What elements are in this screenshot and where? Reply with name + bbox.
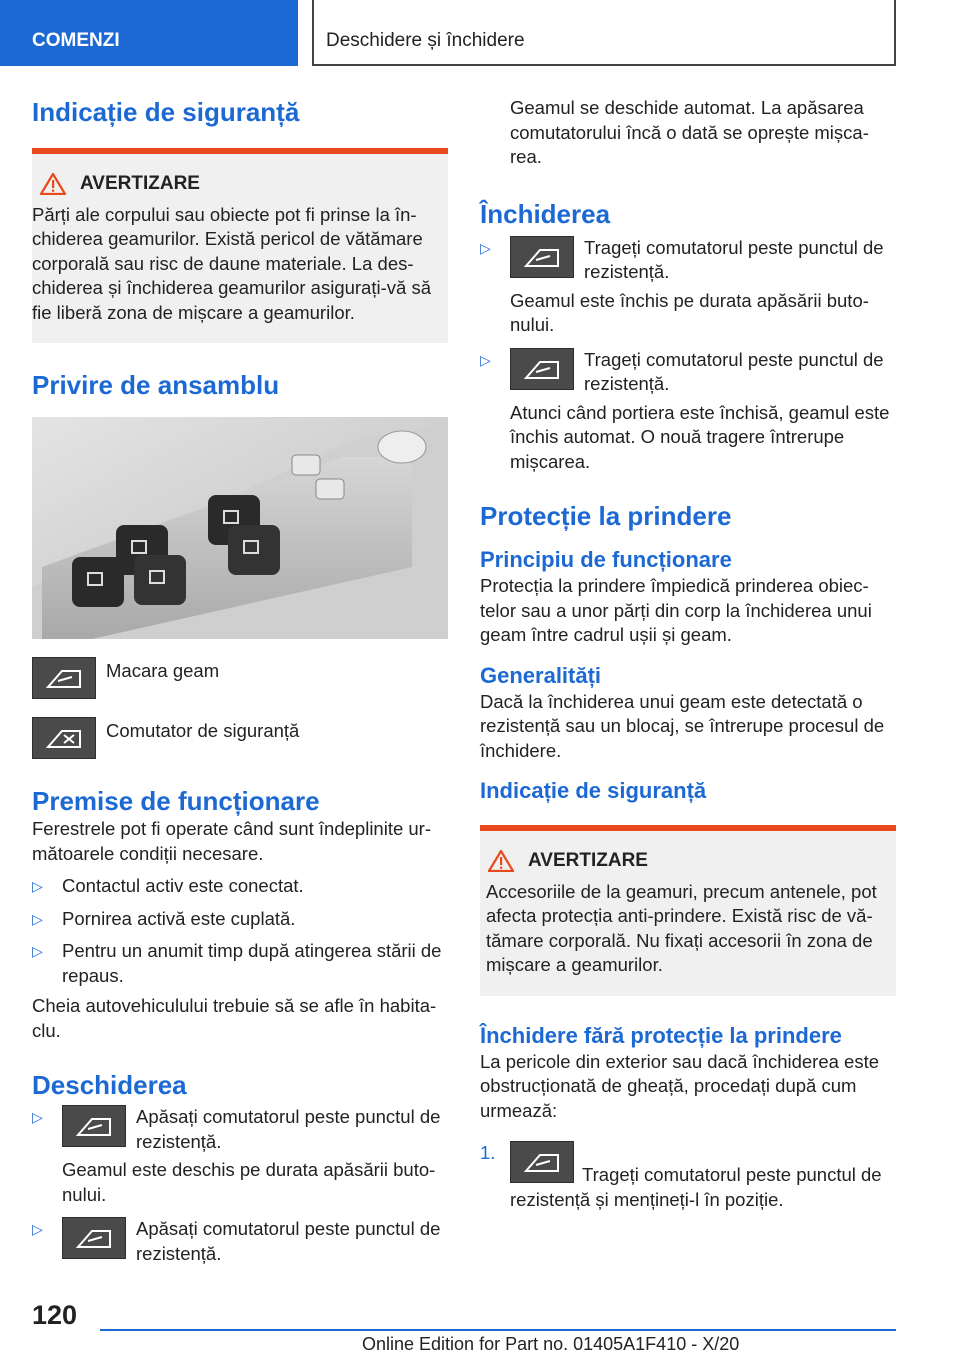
warning-box [480,825,896,996]
warning-box [32,148,448,343]
warning-triangle-icon [40,173,66,195]
edition-note: Online Edition for Part no. 01405A1F410 - X/20 [362,1334,740,1354]
list-item: ▷ Pentru un anumit timp după atingerea stării de repaus. [32,940,442,986]
warning-text: Accesoriile de la geamuri, precum antenele, pot afecta protecția anti-prindere. Există risc de vă-tămare corporală. Nu fixați accesorii în zona de mișcare a geamurilor. [486,880,877,975]
warning-text: Părți ale corpului sau obiecte pot fi prinse la în-chiderea geamurilor. Există pericol de vătămare corporală sau risc de daune materiale. La des-chiderea și închiderea geamurilor asigurați-vă să fie liberă zona de mișcare a geamurilor. [32,203,431,323]
prereq-intro: Ferestrele pot fi operate când sunt îndeplinite ur-mătoarele condiții necesare. [32,818,432,864]
footer-rule [100,1329,896,1331]
window-lift-icon [62,1217,126,1259]
overview-heading: Privire de ansamblu [32,370,280,400]
close-steps [480,236,896,475]
principle-heading: Principiu de funcționare [480,547,732,572]
prereq-heading: Premise de funcționare [32,786,320,816]
window-lock-icon [32,717,96,759]
list-item: ▷ Apăsați comutatorul peste punctul de rezistență. Geamul este deschis pe durata apăsării buto-nului. [32,1106,441,1205]
legend-label: Macara geam [106,660,220,681]
window-lift-icon [510,1141,574,1183]
warning-label: AVERTIZARE [528,850,648,871]
general-heading: Generalități [480,662,602,688]
section-tab: COMENZI [0,0,298,66]
open-heading: Deschiderea [32,1070,187,1100]
nopinch-text: La pericole din exterior sau dacă închiderea este obstrucționată de gheață, procedați după cum urmează: [480,1050,880,1121]
page-number: 120 [32,1300,78,1330]
step-text: Trageți comutatorul peste punctul de rezistență și mențineți-l în poziție. [510,1164,882,1210]
open-continuation: Geamul se deschide automat. La apăsarea comutatorului încă o dată se oprește mișca-rea. [510,97,869,167]
safety-heading: Indicație de siguranță [32,97,300,127]
pinch-heading: Protecție la prindere [480,501,732,531]
window-lift-icon [32,657,96,699]
general-text: Dacă la închiderea unui geam este detectată o rezistență sau un blocaj, se întrerupe procesul de închidere. [480,690,885,761]
list-item: ▷ Trageți comutatorul peste punctul de rezistență. Atunci când portiera este închisă, geamul este închis automat. O nouă tragere întrerupe mișcarea. [480,348,890,472]
window-lift-icon [510,236,574,278]
list-item: ▷ Pornirea activă este cuplată. [32,907,296,929]
list-item: ▷ Trageți comutatorul peste punctul de rezistență. Geamul este închis pe durata apăsării buto-nului. [480,236,884,335]
list-item: ▷ Contactul activ este conectat. [32,875,304,896]
window-switch-panel-photo [32,417,448,639]
open-steps [32,1105,448,1266]
prereq-note: Cheia autovehiculului trebuie să se afle în habita-clu. [32,995,437,1041]
warning-triangle-icon [488,850,514,872]
right-column [480,96,896,1212]
warning-title [488,849,882,874]
close-heading: Închiderea [480,198,611,229]
legend-label: Comutator de siguranță [106,720,300,741]
nopinch-heading: Închidere fără protecție la prindere [480,1022,842,1048]
legend-window-lift [32,657,448,699]
prereq-list [32,874,448,988]
page-header [0,0,960,66]
principle-text: Protecția la prindere împiedică prinderea obiec-telor sau a unor părți din corp la închiderea unui geam între cadrul ușii și geam. [480,575,872,645]
left-column [32,96,448,1266]
safety2-heading: Indicație de siguranță [480,778,707,803]
window-lift-icon [510,348,574,390]
warning-title [40,172,434,197]
step-number: 1. [480,1142,496,1163]
window-lift-icon [62,1105,126,1147]
warning-label: AVERTIZARE [80,173,200,194]
legend-safety-switch [32,717,448,759]
list-item: ▷ Apăsați comutatorul peste punctul de rezistență. [32,1218,441,1264]
chapter-title: Deschidere și închidere [312,0,896,66]
